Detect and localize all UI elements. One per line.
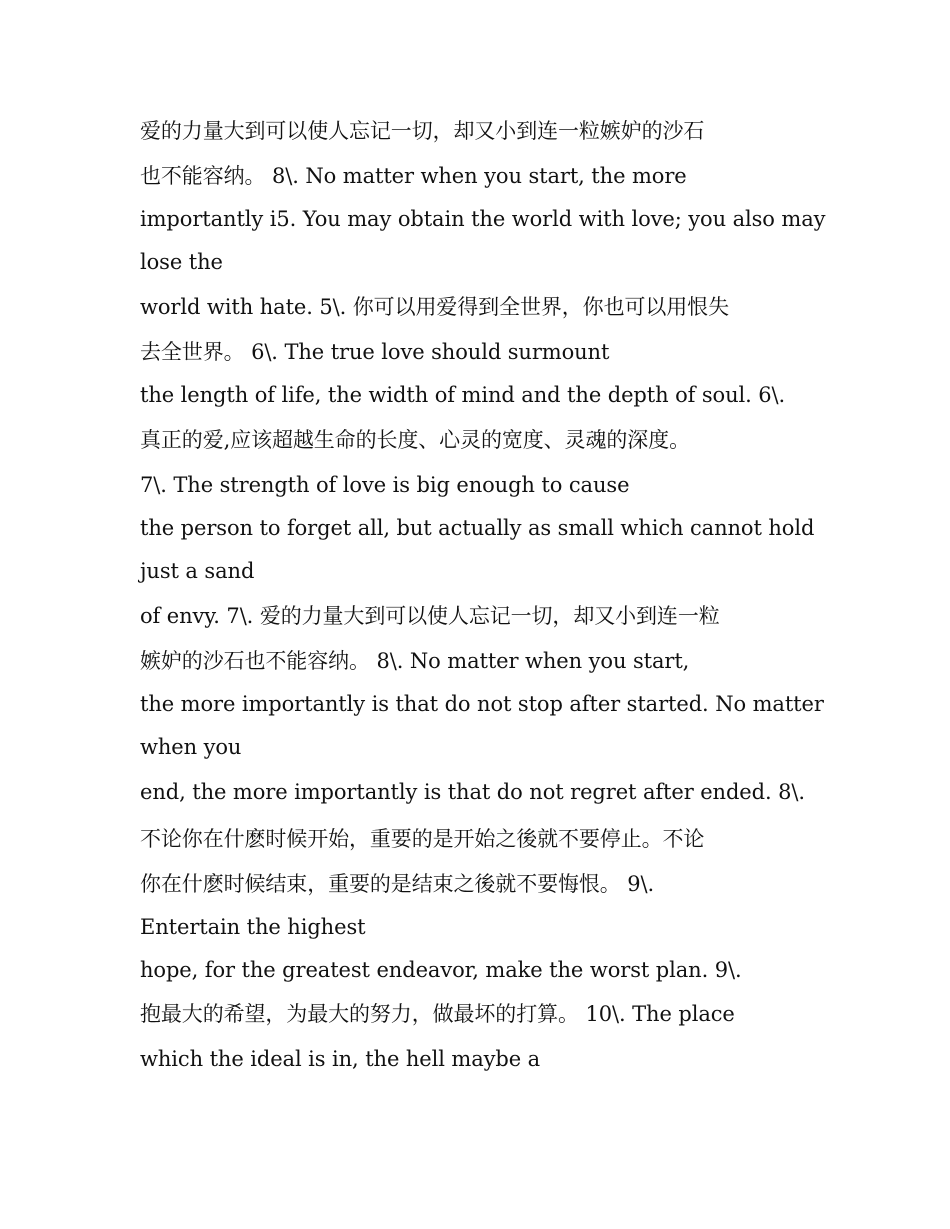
text-line: the length of life, the width of mind and the depth of soul. 6\. (140, 383, 786, 407)
text-line: lose the (140, 250, 223, 274)
text-line: 7\. The strength of love is big enough to cause (140, 473, 630, 497)
body-text (140, 108, 826, 1081)
text-line: end, the more importantly is that do not regret after ended. 8\. (140, 780, 805, 804)
text-line: the person to forget all, but actually as small which cannot hold (140, 516, 815, 540)
text-line: 不论你在什麽时候开始，重要的是开始之後就不要停止。不论 (140, 827, 705, 851)
text-line: just a sand (140, 559, 255, 583)
text-line: 也不能容纳。 8\. No matter when you start, the more (140, 164, 687, 188)
text-line: 抱最大的希望，为最大的努力，做最坏的打算。 10\. The place (140, 1002, 735, 1026)
text-line: which the ideal is in, the hell maybe a (140, 1047, 541, 1071)
text-line: when you (140, 735, 242, 759)
text-line: Entertain the highest (140, 915, 366, 939)
text-line: 爱的力量大到可以使人忘记一切，却又小到连一粒嫉妒的沙石 (140, 119, 705, 143)
text-line: of envy. 7\. 爱的力量大到可以使人忘记一切，却又小到连一粒 (140, 604, 720, 628)
text-line: 嫉妒的沙石也不能容纳。 8\. No matter when you start, (140, 649, 690, 673)
text-line: hope, for the greatest endeavor, make the worst plan. 9\. (140, 958, 742, 982)
text-line: world with hate. 5\. 你可以用爱得到全世界，你也可以用恨失 (140, 295, 729, 319)
text-line: 真正的爱,应该超越生命的长度、心灵的宽度、灵魂的深度。 (140, 428, 690, 452)
text-line: the more importantly is that do not stop after started. No matter (140, 692, 824, 716)
text-line: importantly i5. You may obtain the world with love; you also may (140, 207, 826, 231)
text-line: 你在什麽时候结束，重要的是结束之後就不要悔恨。 9\. (140, 872, 655, 896)
text-line: 去全世界。 6\. The true love should surmount (140, 340, 610, 364)
